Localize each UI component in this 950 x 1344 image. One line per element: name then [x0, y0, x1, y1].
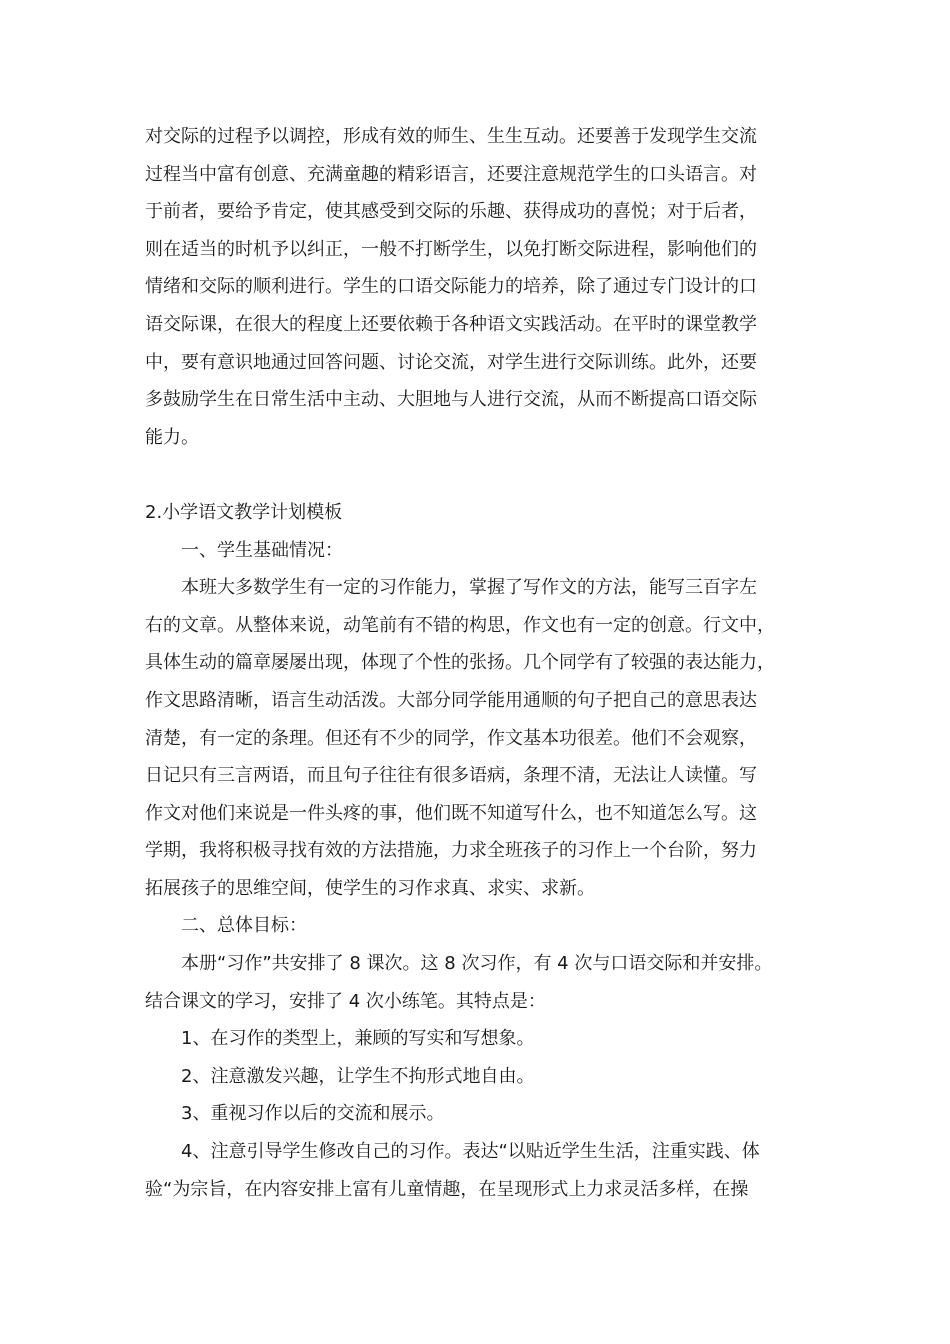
paragraph-line: 对交际的过程予以调控，形成有效的师生、生生互动。还要善于发现学生交流 — [145, 126, 757, 147]
list-item: 2、注意激发兴趣，让学生不拘形式地自由。 — [181, 1065, 535, 1087]
section-gap — [145, 456, 825, 494]
paragraph-line: 清楚，有一定的条理。但还有不少的同学，作文基本功很差。他们不会观察， — [145, 727, 757, 749]
paragraph-line: 多鼓励学生在日常生活中主动、大胆地与人进行交流，从而不断提高口语交际 — [145, 389, 757, 411]
list-item: 3、重视习作以后的交流和展示。 — [181, 1103, 445, 1125]
paragraph-line: 日记只有三言两语，而且句子往往有很多语病，条理不清，无法让人读懂。写 — [145, 765, 757, 787]
paragraph-line: 结合课文的学习，安排了 4 次小练笔。其特点是： — [145, 990, 546, 1012]
list-item: 1、在习作的类型上，兼顾的写实和写想象。 — [181, 1028, 535, 1050]
paragraph-line: 情绪和交际的顺利进行。学生的口语交际能力的培养，除了通过专门设计的口 — [145, 276, 757, 298]
document-page — [145, 118, 825, 1208]
subsection-heading: 一、学生基础情况： — [181, 539, 343, 561]
paragraph-line: 语交际课，在很大的程度上还要依赖于各种语文实践活动。在平时的课堂教学 — [145, 313, 757, 335]
paragraph-line: 作文思路清晰，语言生动活泼。大部分同学能用通顺的句子把自己的意思表达 — [145, 689, 757, 711]
paragraph-line: 于前者，要给予肯定，使其感受到交际的乐趣、获得成功的喜悦；对于后者， — [145, 201, 757, 223]
paragraph-line: 验“为宗旨，在内容安排上富有儿童情趣，在呈现形式上力求灵活多样，在操 — [145, 1178, 749, 1200]
paragraph-line: 本册“习作”共安排了 8 课次。这 8 次习作，有 4 次与口语交际和并安排。 — [181, 953, 773, 975]
paragraph-line: 作文对他们来说是一件头疼的事，他们既不知道写什么，也不知道怎么写。这 — [145, 802, 757, 824]
paragraph-line: 过程当中富有创意、充满童趣的精彩语言，还要注意规范学生的口头语言。对 — [145, 163, 757, 185]
paragraph-line: 则在适当的时机予以纠正，一般不打断学生，以免打断交际进程，影响他们的 — [145, 238, 757, 260]
paragraph-line: 4、注意引导学生修改自己的习作。表达“以贴近学生生活，注重实践、体 — [181, 1141, 760, 1163]
paragraph-line: 中，要有意识地通过回答问题、讨论交流，对学生进行交际训练。此外，还要 — [145, 351, 757, 373]
paragraph-line: 具体生动的篇章屡屡出现，体现了个性的张扬。几个同学有了较强的表达能力， — [145, 652, 775, 674]
paragraph-line: 能力。 — [145, 426, 199, 448]
paragraph-line: 本班大多数学生有一定的习作能力，掌握了写作文的方法，能写三百字左 — [181, 577, 757, 599]
paragraph-line: 拓展孩子的思维空间，使学生的习作求真、求实、求新。 — [145, 877, 595, 899]
subsection-heading: 二、总体目标： — [181, 915, 307, 937]
section-title: 2.小学语文教学计划模板 — [145, 501, 343, 523]
paragraph-line: 学期，我将积极寻找有效的方法措施，力求全班孩子的习作上一个台阶，努力 — [145, 840, 757, 862]
paragraph-line: 右的文章。从整体来说，动笔前有不错的构思，作文也有一定的创意。行文中， — [145, 614, 775, 636]
